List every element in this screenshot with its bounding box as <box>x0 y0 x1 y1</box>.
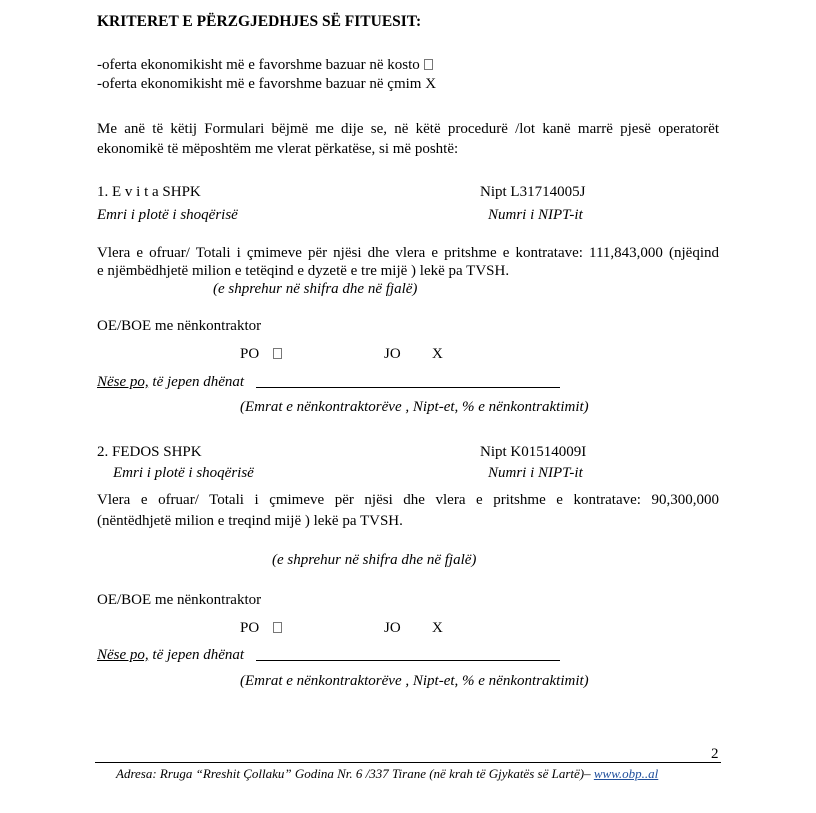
operator-1-value-line-2: e njëmbëdhjetë milion e tetëqind e dyzetë e tre mijë ) lekë pa TVSH. <box>97 263 510 279</box>
operator-2-name-caption: Emri i plotë i shoqërisë <box>113 465 254 481</box>
operator-2-subcontractor-label: OE/BOE me nënkontraktor <box>97 592 262 608</box>
operator-2-nipt: Nipt K01514009I <box>480 444 587 460</box>
operator-1-name-caption: Emri i plotë i shoqërisë <box>97 207 238 223</box>
operator-2-jo-mark: X <box>432 620 443 636</box>
operator-1-nipt: Nipt L31714005J <box>480 184 586 200</box>
operator-1-value-caption: (e shprehur në shifra dhe në fjalë) <box>213 281 418 297</box>
page-number: 2 <box>711 746 719 762</box>
checkbox-empty[interactable] <box>424 59 433 70</box>
operator-1-value-line-1: Vlera e ofruar/ Totali i çmimeve për njësi dhe vlera e pritshme e kontratave: 111,843,000 (njëqind <box>97 245 719 261</box>
po-checkbox[interactable] <box>273 622 282 633</box>
if-yes-underlined: Nëse po, <box>97 647 149 663</box>
criterion-cost <box>97 56 433 74</box>
operator-1-nipt-caption: Numri i NIPT-it <box>488 207 583 223</box>
operator-2-nipt-caption: Numri i NIPT-it <box>488 465 583 481</box>
heading: KRITERET E PËRZGJEDHJES SË FITUESIT: <box>97 13 422 30</box>
operator-2-if-yes <box>97 646 244 664</box>
operator-1-blank-line[interactable] <box>256 387 560 388</box>
operator-1-jo-label: JO <box>384 346 401 362</box>
criterion-cost-text: -oferta ekonomikisht më e favorshme bazuar në kosto <box>97 57 420 73</box>
intro-line-2: ekonomikë të mëposhtëm me vlerat përkatëse, si më poshtë: <box>97 141 459 157</box>
operator-1-blank-caption: (Emrat e nënkontraktorëve , Nipt-et, % e nënkontraktimit) <box>240 399 589 415</box>
footer-address-text: Adresa: Rruga “Rreshit Çollaku” Godina Nr. 6 /337 Tirane (në krah të Gjykatës së Lartë)– <box>116 766 594 781</box>
operator-2-po-option[interactable] <box>240 619 282 637</box>
footer-website-link[interactable]: www.obp..al <box>593 766 659 781</box>
operator-2-value-line-2: (nëntëdhjetë milion e treqind mijë ) lekë pa TVSH. <box>97 513 403 529</box>
operator-1-subcontractor-label: OE/BOE me nënkontraktor <box>97 318 262 334</box>
if-yes-rest: të jepen dhënat <box>148 374 245 390</box>
operator-2-blank-line[interactable] <box>256 660 560 661</box>
if-yes-underlined: Nëse po, <box>97 374 149 390</box>
criterion-price: -oferta ekonomikisht më e favorshme bazuar në çmim X <box>97 76 437 92</box>
po-checkbox[interactable] <box>273 348 282 359</box>
operator-2-value-line-1: Vlera e ofruar/ Totali i çmimeve për njësi dhe vlera e pritshme e kontratave: 90,300,000 <box>97 492 719 508</box>
intro-line-1: Me anë të këtij Formulari bëjmë me dije se, në këtë procedurë /lot kanë marrë pjesë operatorët <box>97 121 719 137</box>
operator-1-name: 1. E v i t a SHPK <box>97 184 201 200</box>
operator-2-value-caption: (e shprehur në shifra dhe në fjalë) <box>272 552 477 568</box>
operator-2-name: 2. FEDOS SHPK <box>97 444 202 460</box>
operator-2-blank-caption: (Emrat e nënkontraktorëve , Nipt-et, % e nënkontraktimit) <box>240 673 589 689</box>
operator-2-jo-label: JO <box>384 620 401 636</box>
operator-1-po-option[interactable] <box>240 345 282 363</box>
footer-address <box>116 765 658 783</box>
operator-1-jo-mark: X <box>432 346 443 362</box>
footer-rule <box>95 762 721 763</box>
if-yes-rest: të jepen dhënat <box>148 647 245 663</box>
po-label: PO <box>240 620 260 636</box>
po-label: PO <box>240 346 260 362</box>
operator-1-if-yes <box>97 373 244 391</box>
